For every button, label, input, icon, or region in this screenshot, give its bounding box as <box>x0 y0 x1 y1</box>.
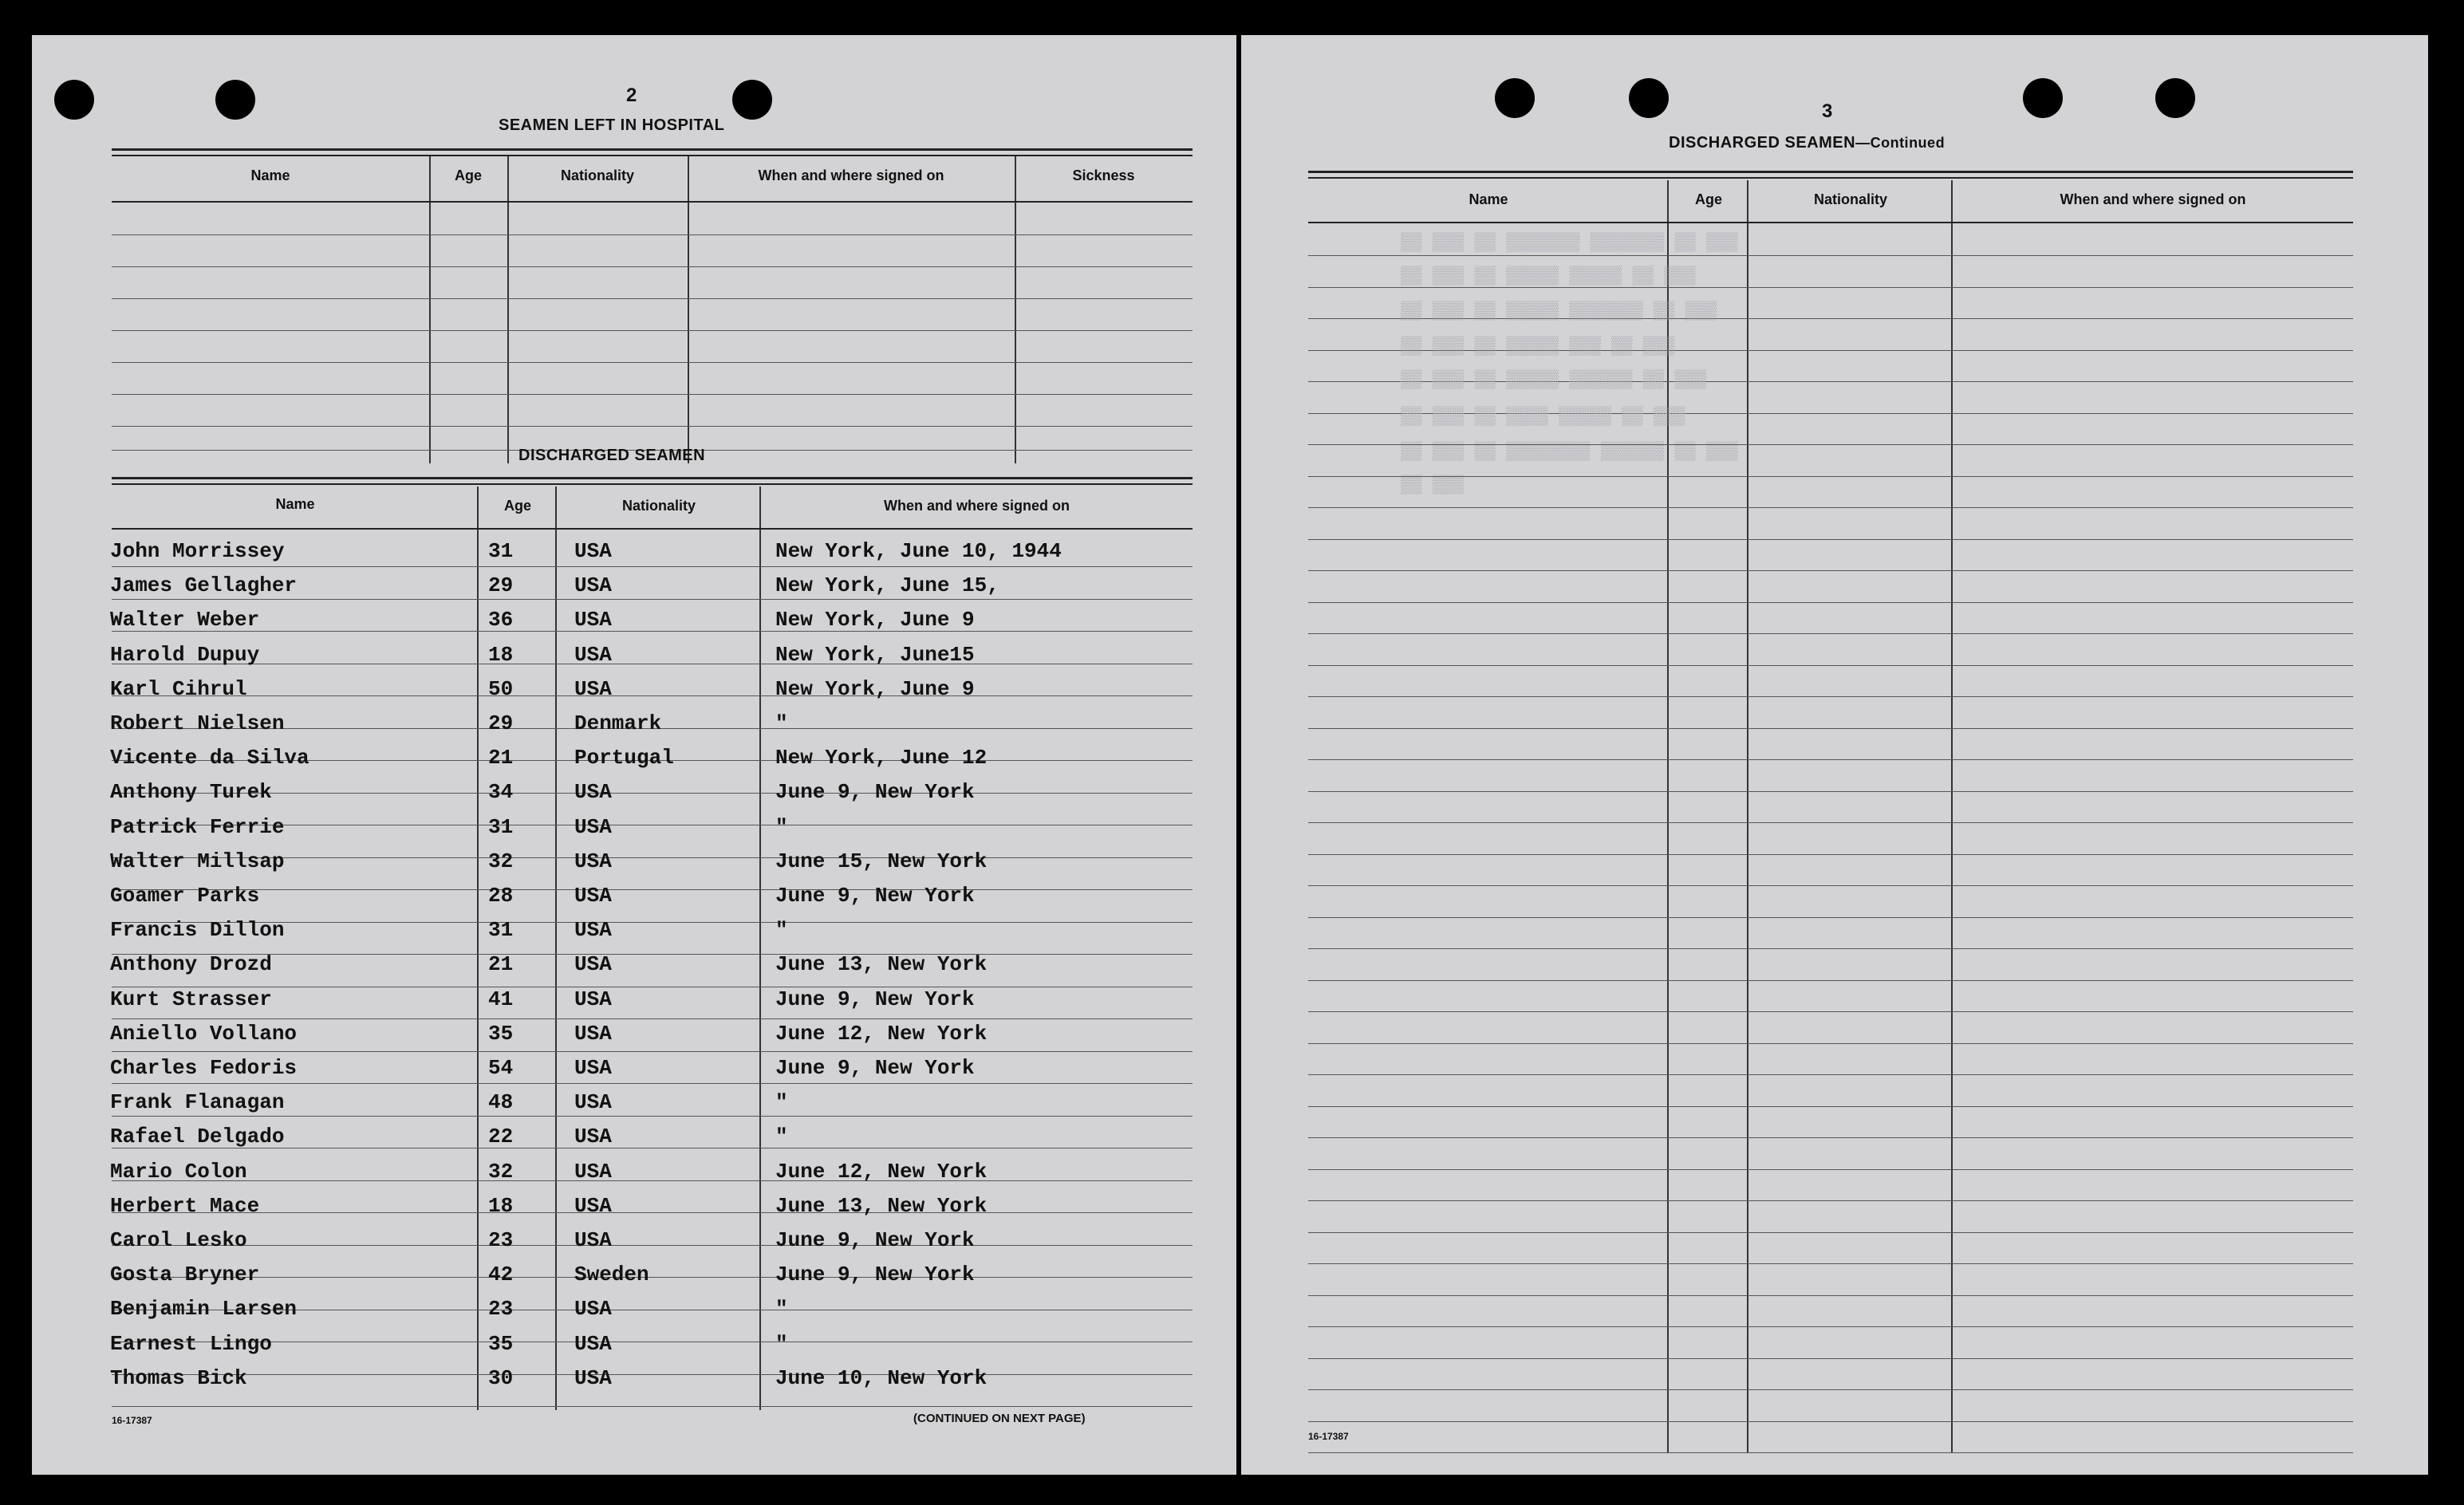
page-number: 3 <box>1822 100 1833 122</box>
ruled-line <box>1308 1200 2353 1201</box>
seaman-age: 36 <box>488 608 514 632</box>
seaman-age: 18 <box>488 643 514 667</box>
bleed-through: ▒▒ ▒▒▒ ▒▒ ▒▒▒▒▒▒▒ ▒▒▒▒▒▒▒ ▒▒ ▒▒▒ <box>1401 233 1738 253</box>
ruled-line <box>112 631 1193 632</box>
ruled-line <box>1308 1389 2353 1390</box>
seaman-name: Charles Fedoris <box>110 1056 298 1080</box>
seaman-nationality: USA <box>574 1090 612 1114</box>
seaman-name: Mario Colon <box>110 1160 247 1184</box>
seaman-age: 28 <box>488 884 514 908</box>
seaman-signed-on: " <box>775 1125 788 1148</box>
ruled-line <box>1308 728 2353 729</box>
seaman-signed-on: June 9, New York <box>775 1056 975 1080</box>
column-header-nationality: Nationality <box>560 167 634 183</box>
ruled-line <box>1308 822 2353 823</box>
seaman-nationality: USA <box>574 884 612 908</box>
form-code: 16-17387 <box>1308 1431 1349 1442</box>
column-header-name: Name <box>275 496 315 512</box>
seaman-signed-on: June 13, New York <box>775 952 988 976</box>
ruled-line <box>1308 633 2353 634</box>
seaman-signed-on: June 9, New York <box>775 1228 975 1252</box>
ruled-line <box>112 1245 1193 1246</box>
bleed-through: ▒▒ ▒▒▒ ▒▒ ▒▒▒▒▒▒▒▒ ▒▒▒▒▒▒ ▒▒ ▒▒▒ <box>1401 442 1738 462</box>
seaman-nationality: USA <box>574 1056 612 1080</box>
seaman-nationality: USA <box>574 918 612 942</box>
seaman-age: 22 <box>488 1125 514 1148</box>
seaman-name: Rafael Delgado <box>110 1125 285 1148</box>
seaman-name: Vicente da Silva <box>110 746 309 770</box>
seaman-nationality: USA <box>574 1022 612 1046</box>
seaman-nationality: USA <box>574 1125 612 1148</box>
hospital-section-title: SEAMEN LEFT IN HOSPITAL <box>499 116 725 134</box>
seaman-signed-on: June 9, New York <box>775 780 975 804</box>
ruled-line <box>1308 1106 2353 1107</box>
ruled-line <box>112 1212 1193 1213</box>
ruled-line <box>112 566 1193 567</box>
column-header-nationality: Nationality <box>621 498 696 514</box>
seaman-age: 29 <box>488 711 514 735</box>
seaman-name: Benjamin Larsen <box>110 1297 298 1321</box>
seaman-nationality: USA <box>574 1194 612 1218</box>
seaman-name: Thomas Bick <box>110 1366 247 1390</box>
ruled-line <box>1308 287 2353 288</box>
table-top-rule <box>112 148 1193 151</box>
seaman-age: 31 <box>488 539 514 563</box>
seaman-age: 50 <box>488 677 514 701</box>
seaman-nationality: USA <box>574 1297 612 1321</box>
seaman-nationality: USA <box>574 952 612 976</box>
ruled-line <box>112 793 1193 794</box>
right-page <box>1241 35 2428 1475</box>
ruled-line <box>112 1051 1193 1052</box>
punch-hole <box>732 80 772 120</box>
bleed-through: ▒▒ ▒▒▒ ▒▒ ▒▒▒▒▒ ▒▒▒▒▒ ▒▒ ▒▒▒ <box>1401 266 1696 286</box>
seaman-age: 29 <box>488 573 514 597</box>
seaman-signed-on: " <box>775 1332 788 1356</box>
punch-hole <box>1629 78 1669 118</box>
column-header-signed-on: When and where signed on <box>883 498 1070 514</box>
bleed-through: ▒▒ ▒▒▒ ▒▒ ▒▒▒▒▒ ▒▒▒▒▒▒▒ ▒▒ ▒▒▒ <box>1401 301 1717 321</box>
seaman-nationality: Sweden <box>574 1263 649 1286</box>
seaman-signed-on: " <box>775 918 788 942</box>
ruled-line <box>112 889 1193 890</box>
seaman-nationality: USA <box>574 1366 612 1390</box>
seaman-signed-on: June 15, New York <box>775 849 988 873</box>
seaman-signed-on: June 13, New York <box>775 1194 988 1218</box>
seaman-name: Walter Weber <box>110 608 260 632</box>
seaman-nationality: USA <box>574 643 612 667</box>
seaman-nationality: USA <box>574 1160 612 1184</box>
seaman-signed-on: New York, June 9 <box>775 677 975 701</box>
column-header-signed-on: When and where signed on <box>758 167 944 183</box>
punch-hole <box>2155 78 2195 118</box>
seaman-signed-on: " <box>775 1090 788 1114</box>
seaman-name: John Morrissey <box>110 539 285 563</box>
bleed-through: ▒▒ ▒▒▒ <box>1401 475 1465 495</box>
ruled-line <box>1308 1295 2353 1296</box>
seaman-nationality: USA <box>574 1332 612 1356</box>
seaman-nationality: USA <box>574 780 612 804</box>
ruled-line <box>112 1018 1193 1019</box>
seaman-name: Gosta Bryner <box>110 1263 260 1286</box>
seaman-signed-on: June 10, New York <box>775 1366 988 1390</box>
seaman-name: Patrick Ferrie <box>110 815 285 839</box>
seaman-age: 21 <box>488 746 514 770</box>
seaman-age: 32 <box>488 849 514 873</box>
seaman-name: Anthony Turek <box>110 780 272 804</box>
ruled-line <box>1308 948 2353 949</box>
seaman-signed-on: June 9, New York <box>775 1263 975 1286</box>
seaman-name: Francis Dillon <box>110 918 285 942</box>
ruled-line <box>112 1374 1193 1375</box>
ruled-line <box>1308 854 2353 855</box>
ruled-line <box>112 1116 1193 1117</box>
ruled-line <box>1308 665 2353 666</box>
ruled-line <box>1308 696 2353 697</box>
seaman-name: James Gellagher <box>110 573 298 597</box>
page-number: 2 <box>626 85 637 106</box>
seaman-nationality: USA <box>574 849 612 873</box>
title-text: DISCHARGED SEAMEN <box>1669 134 1856 152</box>
punch-hole <box>215 80 255 120</box>
form-code: 16-17387 <box>112 1415 152 1426</box>
ruled-line <box>112 1341 1193 1342</box>
seaman-name: Earnest Lingo <box>110 1332 272 1356</box>
seaman-signed-on: New York, June 12 <box>775 746 988 770</box>
ruled-line <box>1308 1137 2353 1138</box>
ruled-line <box>1308 539 2353 540</box>
title-suffix: —Continued <box>1855 135 1946 151</box>
column-header-age: Age <box>454 167 482 183</box>
ruled-line <box>112 1180 1193 1181</box>
seaman-age: 48 <box>488 1090 514 1114</box>
ruled-line <box>112 695 1193 696</box>
seaman-name: Harold Dupuy <box>110 643 260 667</box>
ruled-line <box>1308 917 2353 918</box>
seaman-age: 35 <box>488 1022 514 1046</box>
ruled-line <box>1308 1421 2353 1422</box>
column-header-signed-on: When and where signed on <box>2060 191 2246 207</box>
seaman-name: Herbert Mace <box>110 1194 260 1218</box>
seaman-name: Robert Nielsen <box>110 711 285 735</box>
column-header-nationality: Nationality <box>1813 191 1887 207</box>
seaman-name: Aniello Vollano <box>110 1022 298 1046</box>
seaman-nationality: USA <box>574 815 612 839</box>
seaman-signed-on: " <box>775 815 788 839</box>
seaman-age: 34 <box>488 780 514 804</box>
seaman-age: 32 <box>488 1160 514 1184</box>
seaman-name: Walter Millsap <box>110 849 285 873</box>
seaman-signed-on: " <box>775 711 788 735</box>
continued-note: (CONTINUED ON NEXT PAGE) <box>913 1412 1086 1425</box>
seaman-signed-on: New York, June 10, 1944 <box>775 539 1062 563</box>
seaman-name: Karl Cihrul <box>110 677 247 701</box>
seaman-age: 42 <box>488 1263 514 1286</box>
ruled-line <box>112 954 1193 955</box>
ruled-line <box>1308 507 2353 508</box>
ruled-line <box>1308 602 2353 603</box>
ruled-line <box>1308 791 2353 792</box>
ruled-line <box>1308 1074 2353 1075</box>
seaman-nationality: USA <box>574 1228 612 1252</box>
seaman-nationality: USA <box>574 539 612 563</box>
ruled-line <box>112 599 1193 600</box>
seaman-age: 31 <box>488 918 514 942</box>
ruled-line <box>1308 1452 2353 1453</box>
discharged-section-title: DISCHARGED SEAMEN <box>518 447 706 464</box>
seaman-name: Kurt Strasser <box>110 987 272 1011</box>
seaman-signed-on: June 9, New York <box>775 884 975 908</box>
seaman-nationality: USA <box>574 573 612 597</box>
column-header-name: Name <box>250 167 290 183</box>
seaman-age: 31 <box>488 815 514 839</box>
ruled-line <box>1308 1169 2353 1170</box>
seaman-nationality: USA <box>574 677 612 701</box>
ruled-line <box>1308 1043 2353 1044</box>
punch-hole <box>54 80 94 120</box>
seaman-age: 35 <box>488 1332 514 1356</box>
column-header-age: Age <box>1694 191 1722 207</box>
punch-hole <box>1495 78 1535 118</box>
ruled-line <box>1308 759 2353 760</box>
seaman-age: 18 <box>488 1194 514 1218</box>
bleed-through: ▒▒ ▒▒▒ ▒▒ ▒▒▒▒ ▒▒▒▒▒ ▒▒ ▒▒▒ <box>1401 407 1685 427</box>
seaman-age: 23 <box>488 1297 514 1321</box>
ruled-line <box>1308 255 2353 256</box>
ruled-line <box>1308 885 2353 886</box>
discharged-continued-title <box>1669 134 1945 152</box>
punch-hole <box>2023 78 2063 118</box>
seaman-age: 41 <box>488 987 514 1011</box>
ruled-line <box>1308 1232 2353 1233</box>
seaman-age: 21 <box>488 952 514 976</box>
seaman-signed-on: New York, June 15, <box>775 573 999 597</box>
ruled-line <box>112 1406 1193 1407</box>
column-header-sickness: Sickness <box>1072 167 1135 183</box>
seaman-name: Goamer Parks <box>110 884 260 908</box>
seaman-signed-on: " <box>775 1297 788 1321</box>
ruled-line <box>112 1277 1193 1278</box>
seaman-age: 54 <box>488 1056 514 1080</box>
ruled-line <box>1308 1011 2353 1012</box>
seaman-signed-on: June 9, New York <box>775 987 975 1011</box>
table-top-rule <box>112 155 1193 156</box>
seaman-nationality: USA <box>574 608 612 632</box>
left-page <box>32 35 1236 1475</box>
ruled-line <box>1308 1358 2353 1359</box>
seaman-signed-on: June 12, New York <box>775 1022 988 1046</box>
ruled-line <box>1308 476 2353 477</box>
bleed-through: ▒▒ ▒▒▒ ▒▒ ▒▒▒▒▒ ▒▒▒▒▒▒ ▒▒ ▒▒▒ <box>1401 370 1706 390</box>
seaman-nationality: USA <box>574 987 612 1011</box>
column-header-name: Name <box>1469 191 1508 207</box>
seaman-age: 23 <box>488 1228 514 1252</box>
seaman-age: 30 <box>488 1366 514 1390</box>
seaman-signed-on: New York, June 9 <box>775 608 975 632</box>
ruled-line <box>1308 570 2353 571</box>
bleed-through: ▒▒ ▒▒▒ ▒▒ ▒▒▒▒▒ ▒▒▒ ▒▒ ▒▒▒ <box>1401 337 1675 357</box>
ruled-line <box>1308 1263 2353 1264</box>
ruled-line <box>1308 980 2353 981</box>
seaman-nationality: Denmark <box>574 711 662 735</box>
ruled-line <box>112 1083 1193 1084</box>
ruled-line <box>1308 1326 2353 1327</box>
seaman-signed-on: June 12, New York <box>775 1160 988 1184</box>
seaman-nationality: Portugal <box>574 746 674 770</box>
seaman-name: Anthony Drozd <box>110 952 272 976</box>
column-header-age: Age <box>503 498 531 514</box>
seaman-signed-on: New York, June15 <box>775 643 975 667</box>
seaman-name: Frank Flanagan <box>110 1090 285 1114</box>
seaman-name: Carol Lesko <box>110 1228 247 1252</box>
